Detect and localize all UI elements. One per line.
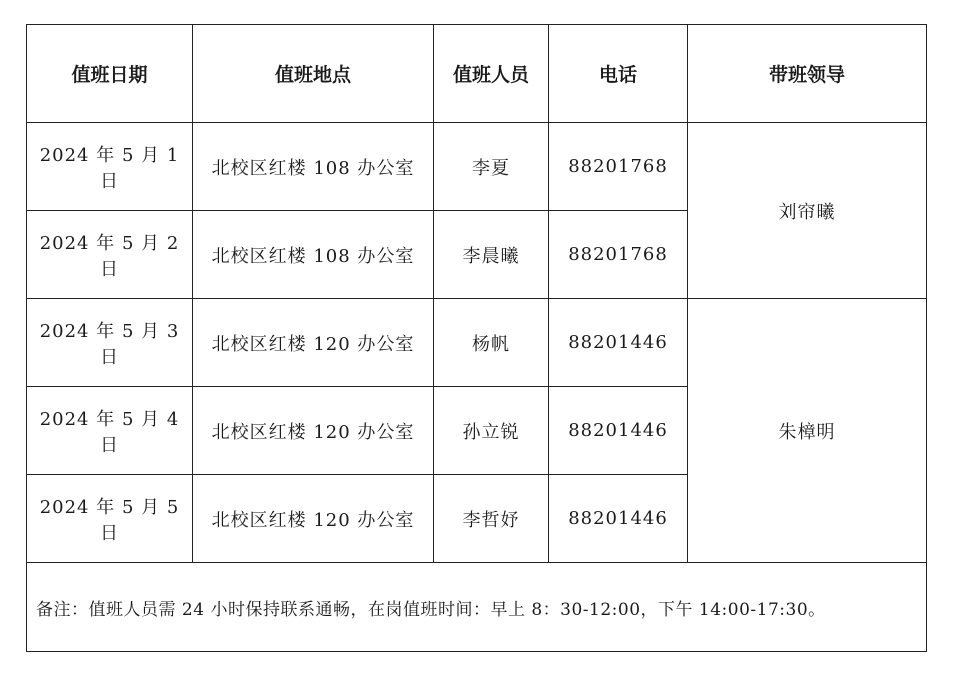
header-leader: 带班领导	[688, 25, 927, 123]
duty-schedule-table	[26, 24, 927, 652]
date-cell: 2024 年 5 月 2 日	[27, 211, 193, 299]
leader-cell: 朱樟明	[688, 299, 927, 563]
location-cell: 北校区红楼 120 办公室	[193, 475, 434, 563]
table-row	[27, 299, 927, 387]
location-cell: 北校区红楼 108 办公室	[193, 211, 434, 299]
header-person: 值班人员	[434, 25, 549, 123]
header-phone: 电话	[549, 25, 688, 123]
person-cell: 杨帆	[434, 299, 549, 387]
note-row	[27, 563, 927, 652]
person-cell: 李夏	[434, 123, 549, 211]
date-cell: 2024 年 5 月 3 日	[27, 299, 193, 387]
table-row	[27, 123, 927, 211]
phone-cell: 88201446	[549, 475, 688, 563]
location-cell: 北校区红楼 108 办公室	[193, 123, 434, 211]
date-cell: 2024 年 5 月 5 日	[27, 475, 193, 563]
person-cell: 孙立锐	[434, 387, 549, 475]
person-cell: 李哲妤	[434, 475, 549, 563]
phone-cell: 88201768	[549, 123, 688, 211]
phone-cell: 88201768	[549, 211, 688, 299]
location-cell: 北校区红楼 120 办公室	[193, 387, 434, 475]
note-text: 备注：值班人员需 24 小时保持联系通畅，在岗值班时间：早上 8：30-12:00，下午 14:00-17:30。	[27, 563, 927, 652]
date-cell: 2024 年 5 月 1 日	[27, 123, 193, 211]
person-cell: 李晨曦	[434, 211, 549, 299]
phone-cell: 88201446	[549, 299, 688, 387]
header-date: 值班日期	[27, 25, 193, 123]
date-cell: 2024 年 5 月 4 日	[27, 387, 193, 475]
header-location: 值班地点	[193, 25, 434, 123]
location-cell: 北校区红楼 120 办公室	[193, 299, 434, 387]
leader-cell: 刘帘曦	[688, 123, 927, 299]
header-row	[27, 25, 927, 123]
phone-cell: 88201446	[549, 387, 688, 475]
